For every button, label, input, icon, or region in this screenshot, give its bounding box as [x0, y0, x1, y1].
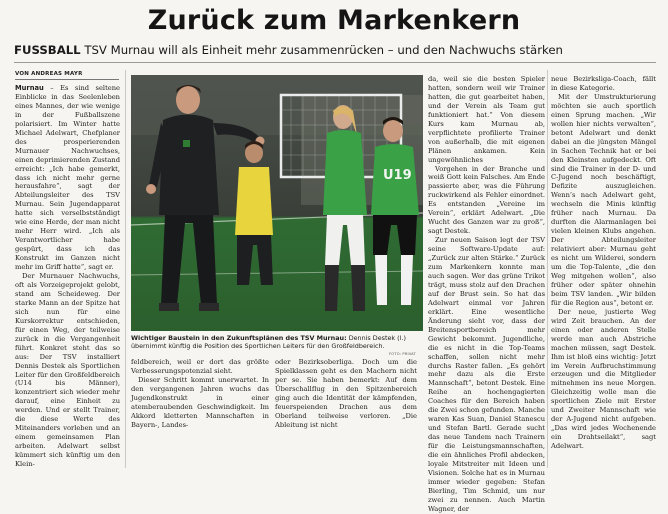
paragraph: feldbereich, weil er dort das größte Verbesserungspotenzial sieht. — [131, 358, 269, 375]
paragraph: Der neue, justierte Weg wird Zeit brauchen. An der einen oder anderen Stelle werde man auch Abstriche machen müssen, sagt Destek. Ihm ist bloß eins wichtig: Jetzt im Verein Aufbruchstimmung erzeugen und die Mitglieder mitnehmen ins neue Morgen. Gleichzeitig wolle man die sportlichen Ziele mit Erster und Zweiter Mannschaft wie der A-Jugend nicht aufgeben. „Das wird jedes Wochenende ein Drahtseilakt“, sagt Adelwart. — [551, 307, 656, 451]
paragraph: Zur neuen Saison legt der TSV seine Software-Update auf: „Zurück zur alten Stärke.“ Zurück zum Markenkern konnte man auch sagen. Wer das grüne Trikot trägt, muss stolz auf den Drachen auf der Brust sein. So hat das Adelwart einmal vor Jahren erklärt. Eine wesentliche Änderung sieht vor, dass der Breitensportbereich mehr Gewicht bekommt. Jugendliche, die es nicht in die Top-Teams schaffen, sollen nicht mehr durchs Raster fallen. „Es gehört mehr dazu als die Erste Mannschaft“, betont Destek. Eine Reihe an hochengagierten Coaches für den Bereich haben die Zwei schon gefunden. Manche waren Kas Suan, Daniel Stanescu und Stefan Bartl. Gerade sucht das neue Tandem nach Trainern für die Leistungsmannschaften, die ein ähnliches Profil abdecken, loyale Mitstreiter mit Ideen und Visionen. Solche hat es in Murnau immer wieder gegeben: Stefan Bierling, Tim Schmid, um nur zwei zu nennen. Auch Martin Wagner, der — [428, 236, 545, 513]
lead-text: – Es sind seltene Einblicke in das Seelenleben eines Mannes, der wie wenige in der Fußballszene polarisiert. Im Winter hatte Michael Adelwart, Chefplaner des prosperierenden Murnauer Nachwuchses, einen deprimierenden Zustand erreicht: „Ich habe gemerkt, dass ich nicht mehr gerne herausfahre“, sagt der Abteilungsleiter des TSV Murnau. Sein Jugendapparat hatte sich verselbstständigt wie eine Herde, der man nicht mehr Herr wird. „Ich als Verantwortlicher habe gespürt, dass ich das Konstrukt im Ganzen nicht mehr im Griff hatte“, sagt er. — [15, 84, 120, 272]
headline: Zurück zum Markenkern — [147, 5, 521, 36]
photo-credit: FOTO: PRIVAT — [389, 352, 416, 356]
byline: VON ANDREAS MAYR — [15, 71, 83, 77]
column-separator — [547, 70, 548, 468]
paragraph: Mit der Umstrukturierung möchten sie auch sportlich einen Sprung machen. „Wir wollen hier nichts verwalten“, betont Adelwart und denkt dabei an die jüngsten Mängel in Sachen Technik hat er bei den Kleinsten aufgedeckt. Oft sind die Trainer in der D- und C-Jugend noch beschäftigt, Defizite auszugleichen. Wenn’s nach Adelwart geht, wechseln die Minis künftig früher nach Murnau. Da durften die Alarmanlagen bei vielen kleinen Klubs angehen. Der Abteilungsleiter relativiert aber: Murnau geht es nicht um Wilderei, sondern um die Top-Talente, „die den Weg mitgehen wollen“, also früher oder später ohnehin beim TSV landen. „Wir bilden für die Region aus“, betont er. — [551, 92, 656, 307]
subline — [14, 43, 664, 57]
caption-text: Dennis Destek (l.) übernimmt künftig die Position des Sportlichen Leiters für den Großfeldbereich. — [131, 334, 406, 351]
jersey-number: U19 — [383, 168, 412, 183]
photo-caption — [131, 334, 423, 351]
article-column-4 — [428, 75, 545, 513]
header-rule — [14, 62, 656, 63]
dateline: Murnau — [15, 84, 44, 92]
caption-bold: Wichtiger Baustein in den Zukunftsplänen des TSV Murnau: — [131, 334, 347, 342]
article-column-1 — [15, 84, 120, 469]
article-column-3 — [275, 358, 417, 468]
article-column-2 — [131, 358, 269, 468]
column-separator — [125, 70, 126, 468]
paragraph: Dieser Schritt kommt unerwartet. In den vergangenen Jahren wuchs das Jugendkonstrukt in einer atemberaubenden Geschwindigkeit. Im Akkord kletterten Mannschaften in Bayern-, Landes- — [131, 375, 269, 429]
article-column-5 — [551, 75, 656, 469]
article-photo — [131, 75, 423, 331]
section-kicker: FUSSBALL — [14, 43, 81, 57]
training-scene-photo — [131, 75, 423, 331]
byline-rule — [15, 79, 119, 80]
paragraph: oder Bezirksoberliga. Doch um die Spielklassen geht es den Machern nicht per se. Sie haben bemerkt: Auf dem Überschallflug in den Spitzenbereich ging auch die Identität der kämpfenden, feuerspeienden Drachen aus dem Oberland teilweise verloren. „Die Ableitung ist nicht — [275, 358, 417, 429]
paragraph: neue Bezirksliga-Coach, fällt in diese Kategorie. — [551, 75, 656, 92]
paragraph: Der Murnauer Nachwuchs, oft als Vorzeigeprojekt gelobt, stand am Scheideweg. Der starke Mann an der Spitze hat sich nun für eine Kurskorrektur entschieden, für einen Weg, der teilweise zurück in die Vergangenheit führt. Konkret steht das so aus: Der TSV installiert Dennis Destek als Sportlichen Leiter für den Großfeldbereich (U14 bis Männer), konzentriert sich wieder mehr darauf, eine Einheit zu werden. Und er stellt Trainer, die diese Werte des Miteinanders vorleben und an einem gemeinsamen Plan arbeiten. Adelwart selbst kümmert sich künftig um den Klein- — [15, 272, 120, 469]
paragraph: da, weil sie die besten Spieler hatten, sondern weil wir Trainer hatten, die gut gearbeitet haben, und der Verein als Team gut funktioniert hat.“ Von diesem Kurs kam Murnau ab, verpflichtete profilierte Trainer von außerhalb, die mit eigenen Plänen ankamen. Kein ungewöhnliches — [428, 75, 545, 164]
lead-paragraph — [15, 84, 120, 272]
paragraph: Vorgehen in der Branche und weiß Gott kein Falsches. Am Ende passierte aber, was die Führung ruckwirkend als Fehler einordnet. Es entstanden „Vereine im Verein“, erklärt Adelwart. „Die Wucht des Ganzen war zu groß“, sagt Destek. — [428, 164, 545, 236]
subline-text: TSV Murnau will als Einheit mehr zusammenrücken – und den Nachwuchs stärken — [84, 43, 563, 57]
